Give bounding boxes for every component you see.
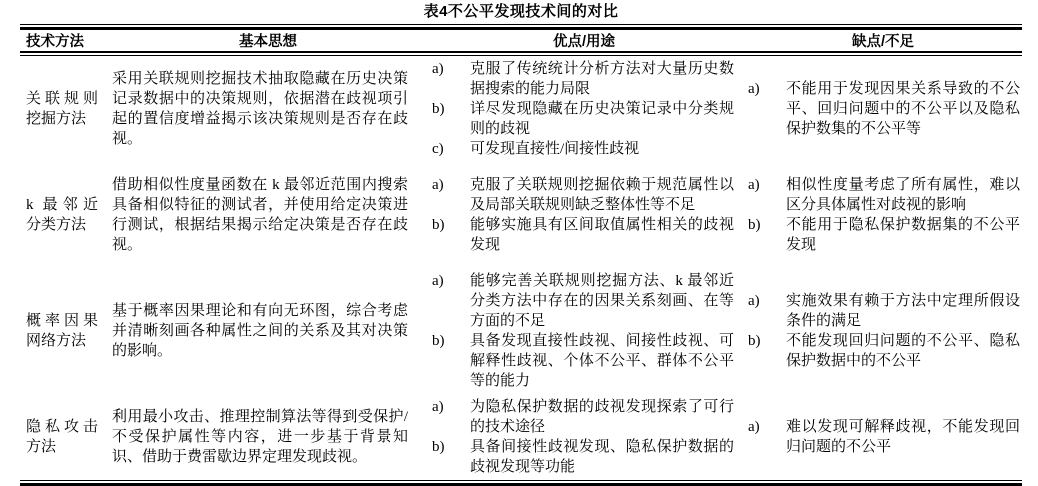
item-text: 不能用于发现因果关系导致的不公平、回归问题中的不公平以及隐私保护数集的不公平等 <box>786 81 1020 137</box>
method-name-line: 分类方法 <box>26 217 87 233</box>
item-label: a) <box>748 177 760 193</box>
item-label: b) <box>432 439 445 455</box>
method-name-line: 方法 <box>26 439 57 455</box>
table-row <box>20 162 1022 268</box>
list-item <box>432 139 734 159</box>
method-name-line: 挖掘方法 <box>26 111 87 127</box>
table-header-row <box>20 30 1022 51</box>
item-label: a) <box>432 61 444 77</box>
item-label: b) <box>432 101 445 117</box>
column-header-cons: 缺点/不足 <box>851 34 915 50</box>
list-item <box>432 99 734 139</box>
item-label: c) <box>432 141 444 157</box>
list-item <box>432 59 734 99</box>
table-row <box>20 394 1022 480</box>
item-text: 可发现直接性/间接性歧视 <box>470 141 640 157</box>
method-cell <box>20 89 112 129</box>
item-text: 难以发现可解释歧视，不能发现回归问题的不公平 <box>786 419 1020 455</box>
item-text: 为隐私保护数据的歧视发现探索了可行的技术途径 <box>470 399 734 435</box>
method-name-line: k 最邻近 <box>26 197 98 213</box>
item-text: 具备发现直接性歧视、间接性歧视、可解释性歧视、个体不公平、群体不公平等的能力 <box>470 333 734 389</box>
item-text: 能够实施具有区间取值属性相关的歧视发现 <box>470 217 734 253</box>
item-label: b) <box>432 217 445 233</box>
item-text: 不能用于隐私保护数据集的不公平发现 <box>786 217 1020 253</box>
item-label: a) <box>432 399 444 415</box>
pros-cell <box>424 271 744 391</box>
item-text: 具备间接性歧视发现、隐私保护数据的歧视发现等功能 <box>470 439 734 475</box>
column-header-idea: 基本思想 <box>239 34 297 50</box>
pros-cell <box>424 397 744 477</box>
list-item <box>432 437 734 477</box>
item-text: 实施效果有赖于方法中定理所假设条件的满足 <box>786 293 1020 329</box>
idea-cell: 基于概率因果理论和有向无环图，综合考虑并清晰刻画各种属性之间的关系及其对决策的影响。 <box>112 303 408 359</box>
list-item <box>748 291 1020 331</box>
method-cell <box>20 311 112 351</box>
item-text: 详尽发现隐藏在历史决策记录中分类规则的歧视 <box>470 101 734 137</box>
table-row <box>20 56 1022 162</box>
table-row <box>20 268 1022 394</box>
method-name-line: 概率因果 <box>26 313 98 329</box>
item-text: 克服了关联规则挖掘依赖于规范属性以及局部关联规则缺乏整体性等不足 <box>470 177 734 213</box>
table-body <box>20 56 1022 480</box>
list-item <box>748 175 1020 215</box>
item-label: b) <box>748 333 761 349</box>
list-item <box>748 331 1020 371</box>
list-item <box>432 397 734 437</box>
cons-cell <box>744 79 1022 139</box>
list-item <box>748 79 1020 139</box>
cons-cell <box>744 291 1022 371</box>
column-header-pros: 优点/用途 <box>552 34 616 50</box>
list-item <box>432 331 734 391</box>
item-label: a) <box>432 273 444 289</box>
method-cell <box>20 195 112 235</box>
item-text: 能够完善关联规则挖掘方法、k 最邻近分类方法中存在的因果关系刻画、在等方面的不足 <box>470 273 734 329</box>
method-name-line: 关联规则 <box>26 91 98 107</box>
item-text: 不能发现回归问题的不公平、隐私保护数据中的不公平 <box>786 333 1020 369</box>
list-item <box>748 215 1020 255</box>
method-name-line: 网络方法 <box>26 333 87 349</box>
cons-cell <box>744 175 1022 255</box>
list-item <box>432 271 734 331</box>
item-text: 相似性度量考虑了所有属性，难以区分具体属性对歧视的影响 <box>786 177 1020 213</box>
table-bottom-rule <box>20 480 1022 486</box>
method-name-line: 隐私攻击 <box>26 419 98 435</box>
list-item <box>432 215 734 255</box>
item-label: a) <box>748 419 760 435</box>
list-item <box>748 417 1020 457</box>
table-caption: 表4不公平发现技术间的对比 <box>423 3 619 20</box>
column-header-method: 技术方法 <box>26 34 84 50</box>
list-item <box>432 175 734 215</box>
item-label: a) <box>748 293 760 309</box>
item-label: b) <box>748 217 761 233</box>
item-text: 克服了传统统计分析方法对大量历史数据搜索的能力局限 <box>470 61 734 97</box>
item-label: a) <box>748 81 760 97</box>
idea-cell: 借助相似性度量函数在 k 最邻近范围内搜索具备相似特征的测试者，并使用给定决策进行测试，根据结果揭示给定决策是否存在歧视。 <box>112 177 408 253</box>
item-label: a) <box>432 177 444 193</box>
idea-cell: 采用关联规则挖掘技术抽取隐藏在历史决策记录数据中的决策规则，依据潜在歧视项引起的置信度增益揭示该决策规则是否存在歧视。 <box>112 71 408 147</box>
cons-cell <box>744 417 1022 457</box>
pros-cell <box>424 175 744 255</box>
pros-cell <box>424 59 744 159</box>
item-label: b) <box>432 333 445 349</box>
idea-cell: 利用最小攻击、推理控制算法等得到受保护/不受保护属性等内容，进一步基于背景知识、借助于费雷歇边界定理发现歧视。 <box>112 409 408 465</box>
method-cell <box>20 417 112 457</box>
